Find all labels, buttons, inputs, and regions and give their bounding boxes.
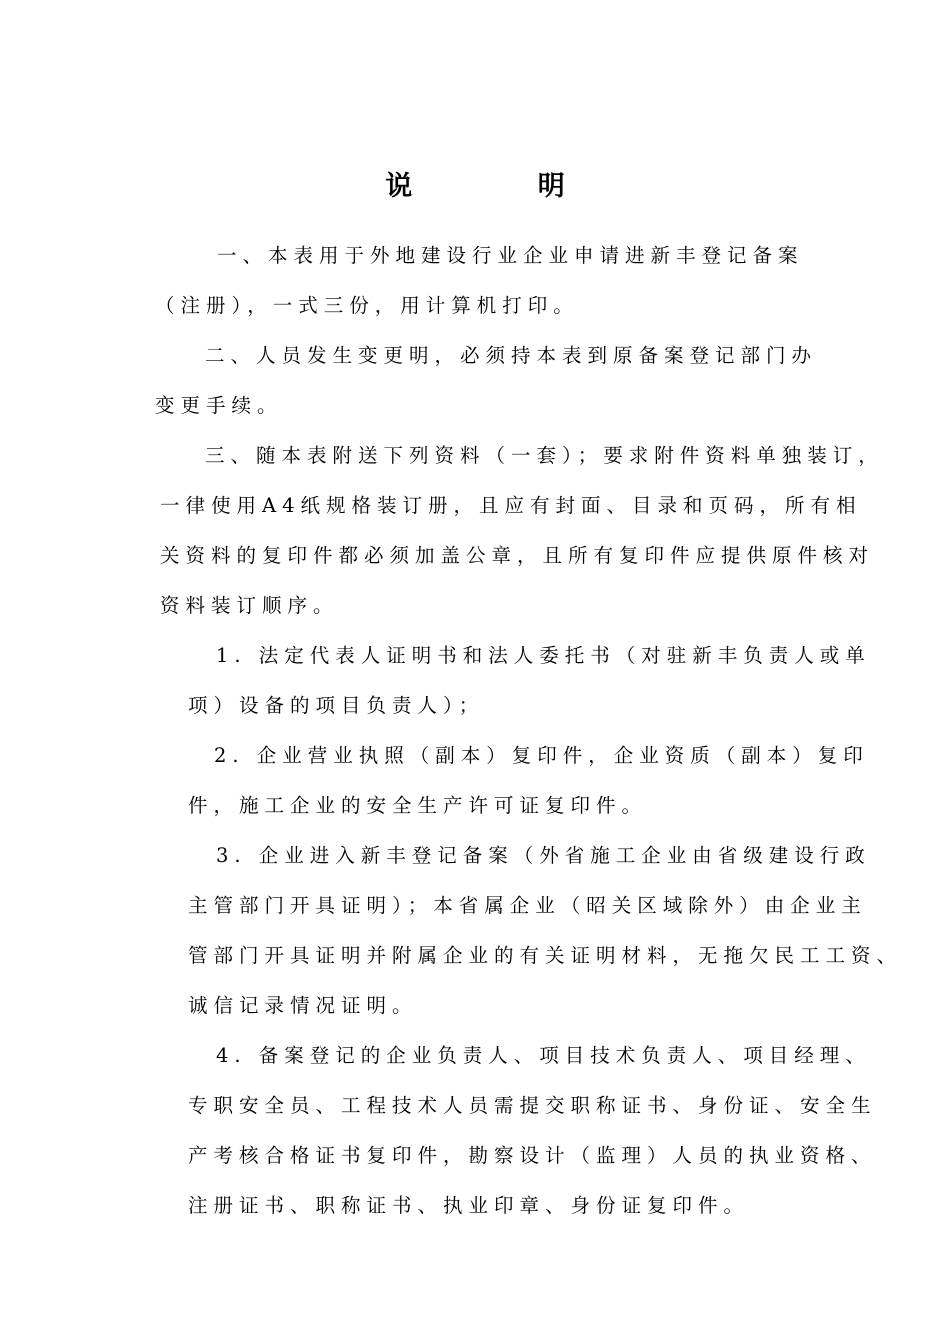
text-line: （注册），一式三份，用计算机打印。 bbox=[155, 294, 579, 317]
text-line: 注册证书、职称证书、执业印章、身份证复印件。 bbox=[188, 1194, 750, 1217]
text-line: 一、本表用于外地建设行业企业申请进新丰登记备案 bbox=[217, 244, 804, 267]
text-line: 件，施工企业的安全生产许可证复印件。 bbox=[188, 794, 648, 817]
page-title: 说 明 bbox=[385, 171, 623, 202]
text-line: 诚信记录情况证明。 bbox=[188, 994, 418, 1017]
text-line: 专职安全员、工程技术人员需提交职称证书、身份证、安全生 bbox=[188, 1094, 877, 1117]
text-line: 资料装订顺序。 bbox=[160, 594, 339, 617]
text-line: 主管部门开具证明）；本省属企业（昭关区域除外）由企业主 bbox=[188, 894, 867, 917]
text-line: 管部门开具证明并附属企业的有关证明材料，无拖欠民工工资、 bbox=[188, 944, 903, 967]
text-line: 变更手续。 bbox=[155, 394, 283, 417]
text-line: 项）设备的项目负责人）； bbox=[188, 694, 485, 717]
text-line: 一律使用A4纸规格装订册，且应有封面、目录和页码，所有相 bbox=[160, 494, 862, 517]
text-line: 1. 法定代表人证明书和法人委托书（对驻新丰负责人或单 bbox=[216, 644, 871, 667]
text-line: 3. 企业进入新丰登记备案（外省施工企业由省级建设行政 bbox=[216, 844, 871, 867]
text-line: 二、人员发生变更明，必须持本表到原备案登记部门办 bbox=[205, 344, 818, 367]
text-line: 2. 企业营业执照（副本）复印件，企业资质（副本）复印 bbox=[214, 744, 869, 767]
text-line: 关资料的复印件都必须加盖公章，且所有复印件应提供原件核对 bbox=[160, 544, 875, 567]
text-line: 产考核合格证书复印件，勘察设计（监理）人员的执业资格、 bbox=[188, 1144, 877, 1167]
text-line: 三、随本表附送下列资料（一套）；要求附件资料单独装订， bbox=[205, 444, 884, 467]
text-line: 4. 备案登记的企业负责人、项目技术负责人、项目经理、 bbox=[216, 1044, 871, 1067]
